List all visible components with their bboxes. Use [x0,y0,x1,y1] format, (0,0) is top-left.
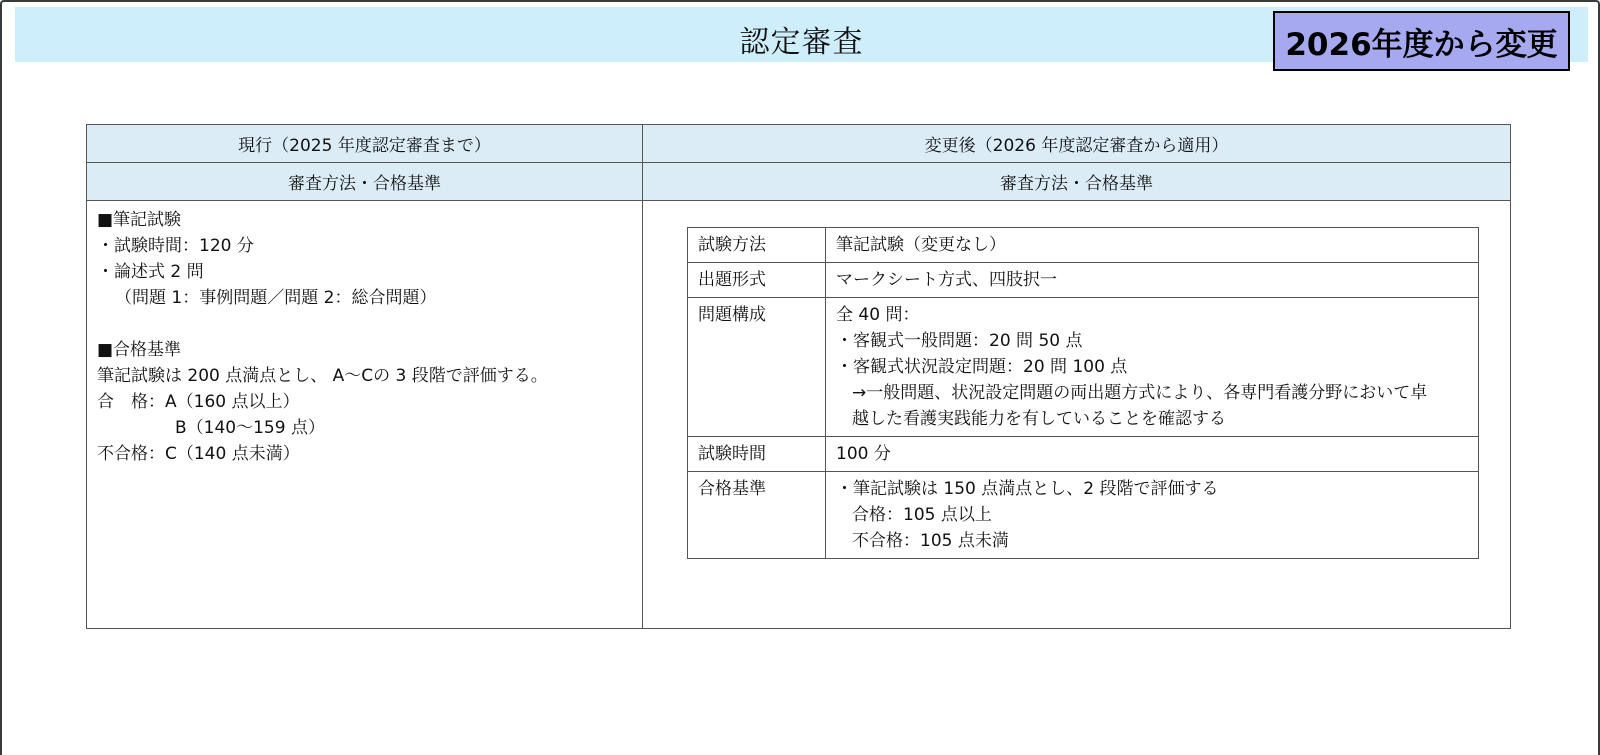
value-line: 越した看護実践能力を有していることを確認する [852,409,1226,429]
revised-content [643,201,1511,629]
value-line: ・筆記試験は 150 点満点とし、2 段階で評価する [836,479,1219,499]
table-row [688,298,1479,437]
current-line: ■筆記試験 [97,210,182,230]
value-line: マークシート方式、四肢択一 [836,270,1057,290]
current-line: （問題 1：事例問題／問題 2：総合問題） [115,288,437,308]
value-line: 100 分 [836,444,891,464]
row-value [826,228,1479,263]
table-row [688,472,1479,559]
current-line: ■合格基準 [97,340,182,360]
row-value [826,437,1479,472]
table-row [688,437,1479,472]
change-badge: 2026年度から変更 [1273,11,1570,71]
value-line: ・客観式状況設定問題：20 問 100 点 [836,357,1128,377]
value-line: ・客観式一般問題：20 問 50 点 [836,331,1083,351]
table-row [688,263,1479,298]
revised-detail-table [687,227,1479,559]
page-title: 認定審査 [739,25,864,60]
row-label: 問題構成 [688,298,826,437]
current-content [87,201,643,629]
row-label: 合格基準 [688,472,826,559]
current-line: ・試験時間：120 分 [97,236,254,256]
row-label: 出題形式 [688,263,826,298]
current-subheader: 審査方法・合格基準 [87,163,643,201]
value-line: 筆記試験（変更なし） [836,235,1006,255]
value-line: 全 40 問： [836,305,920,325]
current-line: B（140～159 点） [175,418,325,438]
row-label: 試験時間 [688,437,826,472]
row-label: 試験方法 [688,228,826,263]
current-line: ・論述式 2 問 [97,262,204,282]
current-line: 不合格：C（140 点未満） [97,444,300,464]
row-value [826,298,1479,437]
spacer [97,311,632,337]
current-line: 筆記試験は 200 点満点とし、 A～Cの 3 段階で評価する。 [97,366,548,386]
row-value [826,472,1479,559]
current-header: 現行（2025 年度認定審査まで） [87,125,643,163]
value-line: 合格：105 点以上 [852,505,992,525]
value-line: →一般問題、状況設定問題の両出題方式により、各専門看護分野において卓 [852,383,1428,403]
revised-header: 変更後（2026 年度認定審査から適用） [643,125,1511,163]
revised-subheader: 審査方法・合格基準 [643,163,1511,201]
row-value [826,263,1479,298]
current-line: 合 格：A（160 点以上） [97,392,300,412]
table-row [688,228,1479,263]
comparison-table [86,124,1511,629]
value-line: 不合格：105 点未満 [852,531,1009,551]
